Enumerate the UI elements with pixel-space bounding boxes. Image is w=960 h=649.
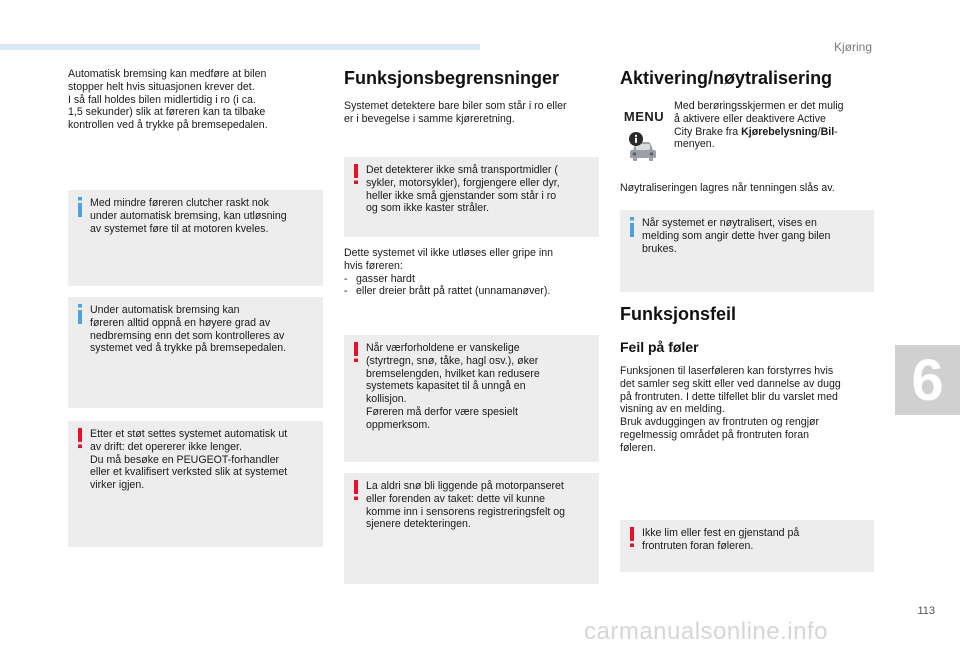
- heading-limitations: Funksjonsbegrensninger: [344, 68, 560, 88]
- col2-conditions: Dette systemet vil ikke utløses eller gripe inn hvis føreren: - gasser hardt - eller dreier brått på rattet (unnamanøver).: [344, 247, 599, 298]
- heading-faults: Funksjonsfeil: [620, 304, 737, 324]
- list-item: - eller dreier brått på rattet (unnamanøver).: [344, 285, 599, 298]
- info-box-neutralised: Når systemet er nøytralisert, vises en melding som angir dette hver gang bilen brukes.: [620, 210, 874, 292]
- warning-box-windscreen: Ikke lim eller fest en gjenstand på frontruten foran føleren.: [620, 520, 874, 572]
- warning-icon: [351, 480, 361, 500]
- section-label: Kjøring: [833, 40, 872, 54]
- neutralisation-note: Nøytraliseringen lagres når tenningen slås av.: [620, 182, 835, 194]
- warning-box-snow: La aldri snø bli liggende på motorpanseret eller forenden av taket: dette vil kunne komme inn i sensorens registreringsfelt og sjenere detekteringen.: [344, 473, 599, 584]
- warning-icon: [351, 164, 361, 184]
- sensor-fault-text: Funksjonen til laserføleren kan forstyrres hvis det samler seg skitt eller ved dannelse av dugg på frontruten. I dette tilfellet blir du varslet med visning av en melding. Bruk avduggingen av frontruten og rengjør regelmessig området på frontruten foran føleren.: [620, 365, 841, 454]
- col2-intro: Systemet detektere bare biler som står i ro eller er i bevegelse i samme kjøreretning.: [344, 100, 567, 125]
- info-icon: [627, 217, 637, 237]
- warning-box-impact: Etter et støt settes systemet automatisk ut av drift: det opererer ikke lenger. Du må besøke en PEUGEOT-forhandler eller et kvalifisert verksted slik at systemet virker igjen.: [68, 421, 323, 547]
- page-number: 113: [917, 605, 935, 617]
- info-icon: [75, 304, 85, 324]
- heading-sensor-fault: Feil på føler: [620, 339, 699, 355]
- warning-icon: [351, 342, 361, 362]
- list-item: - gasser hardt: [344, 273, 599, 286]
- warning-icon: [75, 428, 85, 448]
- conditions-list: [344, 273, 599, 299]
- col1-intro: Automatisk bremsing kan medføre at bilen stopper helt hvis situasjonen krever det. I så fall holdes bilen midlertidig i ro (i ca. 1,5 sekunder) slik at føreren kan ta tilbake kontrollen ved å trykke på bremsepedalen.: [68, 68, 268, 132]
- warning-icon: [627, 527, 637, 547]
- header-bar: [0, 44, 480, 50]
- chapter-tab: 6: [895, 345, 960, 415]
- info-icon: [75, 197, 85, 217]
- vehicle-settings-icon: [625, 130, 659, 164]
- warning-box-weather: Når værforholdene er vanskelige (styrtregn, snø, tåke, hagl osv.), øker bremselengden, hvilket kan redusere systemets kapasitet til å unngå en kollisjon. Føreren må derfor være spesielt oppmerksom.: [344, 335, 599, 462]
- info-box-brake: Under automatisk bremsing kan føreren alltid oppnå en høyere grad av nedbremsing enn det som kontrolleres av systemet ved å trykke på bremsepedalen.: [68, 297, 323, 408]
- warning-box-small-objects: Det detekterer ikke små transportmidler ( sykler, motorsykler), forgjengere eller dyr, heller ikke små gjenstander som står i ro og som ikke kaster stråler.: [344, 157, 599, 237]
- menu-icon: MENU: [623, 108, 665, 124]
- watermark: carmanualsonline.info: [584, 618, 828, 645]
- menu-instructions: Med berøringsskjermen er det mulig å aktivere eller deaktivere Active City Brake fra Kjørebelysning/Bil- menyen.: [674, 100, 844, 151]
- heading-activation: Aktivering/nøytralisering: [620, 68, 833, 88]
- info-box-clutch: Med mindre føreren clutcher raskt nok under automatisk bremsing, kan utløsning av systemet føre til at motoren kveles.: [68, 190, 323, 286]
